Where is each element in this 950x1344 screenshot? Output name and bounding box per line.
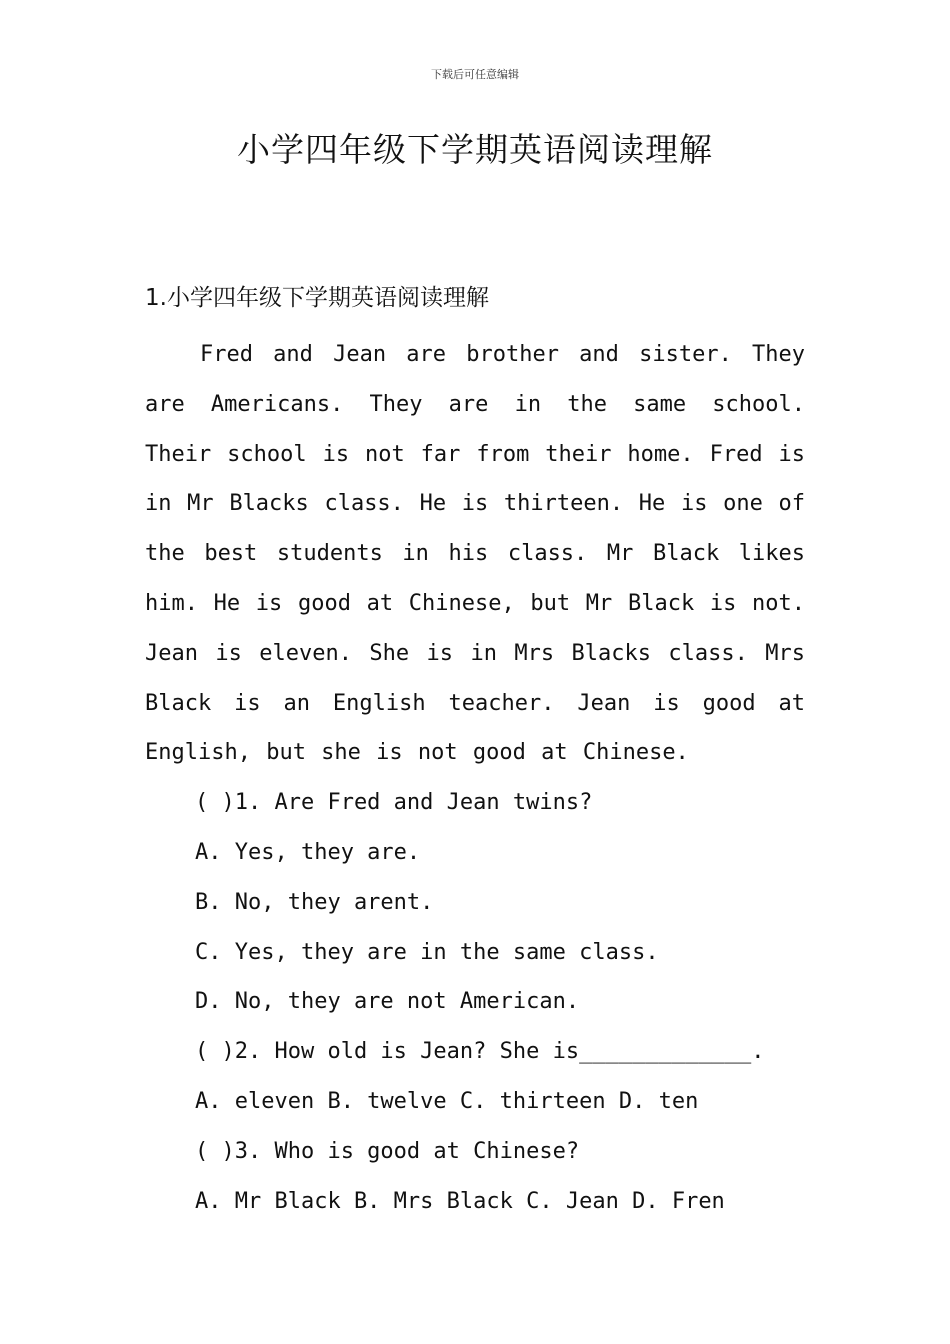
question-1: ( )1. Are Fred and Jean twins? (195, 790, 593, 816)
question-1-option-a: A. Yes, they are. (195, 839, 421, 865)
document-body (145, 280, 805, 1226)
header-note: 下载后可任意编辑 (431, 68, 519, 81)
question-list (145, 778, 805, 1226)
question-2-options: A. eleven B. twelve C. thirteen D. ten (195, 1088, 699, 1114)
question-1-option-c: C. Yes, they are in the same class. (195, 939, 659, 965)
question-1-option-b: B. No, they arent. (195, 889, 434, 915)
question-2: ( )2. How old is Jean? She is_____________. (195, 1039, 765, 1065)
reading-passage: Fred and Jean are brother and sister. They are Americans. They are in the same school. Their school is not far from their home. Fred is in Mr Blacks class. He is thirteen. He is one of the best students in his class. Mr Black likes him. He is good at Chinese, but Mr Black is not. Jean is eleven. She is in Mrs Blacks class. Mrs Black is an English teacher. Jean is good at English, but she is not good at Chinese. (145, 342, 805, 766)
question-1-option-d: D. No, they are not American. (195, 989, 580, 1015)
document-title: 小学四年级下学期英语阅读理解 (237, 130, 713, 169)
question-3: ( )3. Who is good at Chinese? (195, 1138, 580, 1164)
question-3-options: A. Mr Black B. Mrs Black C. Jean D. Fren (195, 1188, 725, 1214)
section-heading: 1.小学四年级下学期英语阅读理解 (145, 285, 489, 311)
